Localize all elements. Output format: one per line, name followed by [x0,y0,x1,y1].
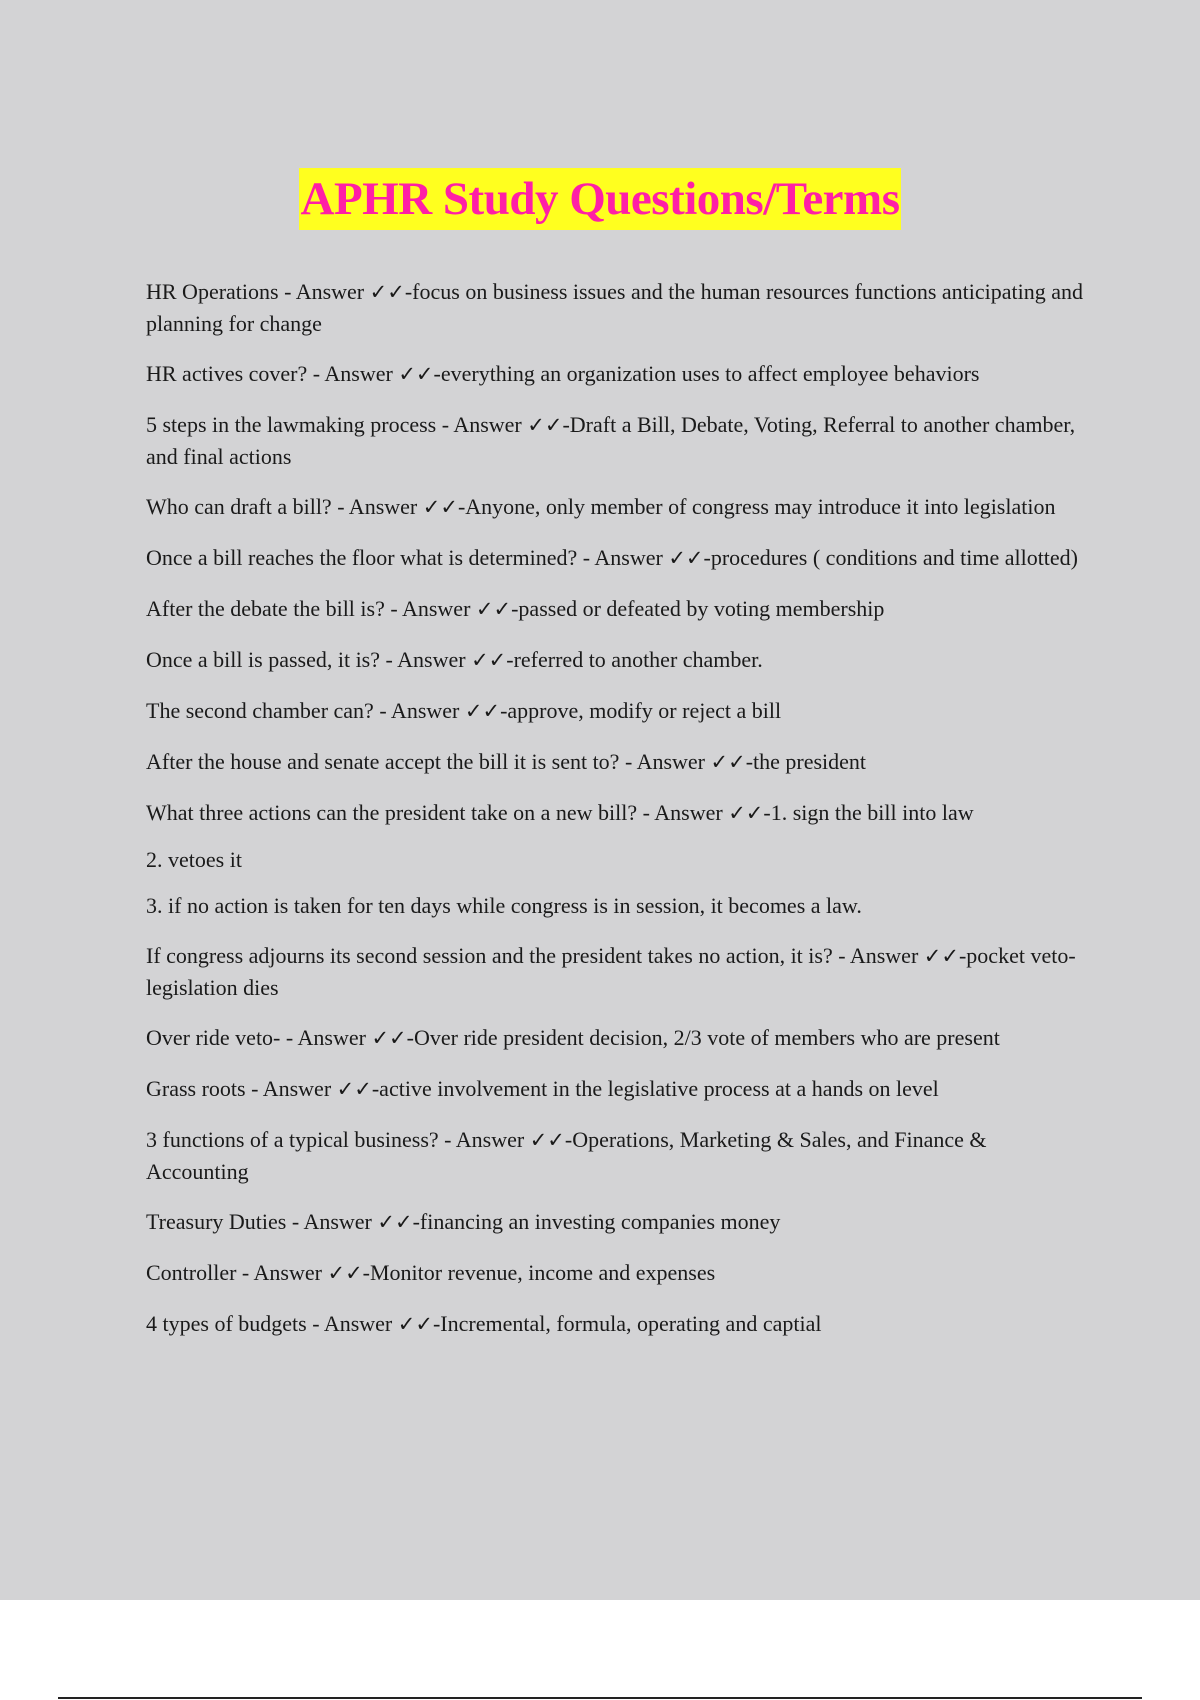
qa-item [146,695,1091,727]
answer-text: -passed or defeated by voting membership [511,596,885,621]
double-check-icon: ✓✓ [398,362,434,386]
question-text: Grass roots - Answer [146,1076,337,1101]
qa-item [146,1073,1091,1105]
answer-text: -procedures ( conditions and time allotted) [703,545,1079,570]
question-text: HR Operations - Answer [146,279,370,304]
qa-list [146,276,1091,1359]
question-text: After the house and senate accept the bill it is sent to? - Answer [146,749,711,774]
question-text: 3 functions of a typical business? - Answer [146,1127,530,1152]
double-check-icon: ✓✓ [369,280,405,304]
double-check-icon: ✓✓ [397,1312,433,1336]
question-text: What three actions can the president take on a new bill? - Answer [146,800,729,825]
answer-continuation-line: 3. if no action is taken for ten days while congress is in session, it becomes a law. [146,893,862,918]
question-text: After the debate the bill is? - Answer [146,596,476,621]
question-text: 5 steps in the lawmaking process - Answer [146,412,528,437]
double-check-icon: ✓✓ [336,1077,372,1101]
question-text: Once a bill reaches the floor what is determined? - Answer [146,545,669,570]
answer-continuation-line: 2. vetoes it [146,847,242,872]
qa-item [146,940,1091,1003]
double-check-icon: ✓✓ [327,1261,363,1285]
qa-item [146,797,1091,829]
qa-item [146,409,1091,472]
answer-text: -Anyone, only member of congress may introduce it into legislation [457,494,1056,519]
double-check-icon: ✓✓ [371,1026,407,1050]
question-text: The second chamber can? - Answer [146,698,465,723]
answer-text: -Operations, Marketing & Sales, and Finance & Accounting [146,1127,987,1184]
question-text: If congress adjourns its second session and the president takes no action, it is? - Answer [146,943,924,968]
answer-text: -Monitor revenue, income and expenses [362,1260,716,1285]
answer-text: -1. sign the bill into law [763,800,974,825]
question-text: Over ride veto- - Answer [146,1025,372,1050]
double-check-icon: ✓✓ [475,597,512,621]
answer-text: -Incremental, formula, operating and captial [432,1311,822,1336]
qa-item [146,1206,1091,1238]
qa-item [146,1257,1091,1289]
question-text: Who can draft a bill? - Answer [146,494,423,519]
answer-text: -approve, modify or reject a bill [500,698,782,723]
qa-item [146,593,1091,625]
double-check-icon: ✓✓ [471,648,507,672]
answer-text: -financing an investing companies money [412,1209,781,1234]
answer-text: -Draft a Bill, Debate, Voting, Referral to another chamber, and final actions [146,412,1076,469]
double-check-icon: ✓✓ [728,801,764,825]
answer-text: -the president [745,749,867,774]
page-title: APHR Study Questions/Terms [299,168,902,230]
answer-text: -active involvement in the legislative process at a hands on level [371,1076,939,1101]
answer-text: -referred to another chamber. [506,647,763,672]
double-check-icon: ✓✓ [529,1128,565,1152]
question-text: Once a bill is passed, it is? - Answer [146,647,472,672]
qa-item [146,1124,1091,1187]
qa-item [146,491,1091,523]
answer-text: -everything an organization uses to affect employee behaviors [433,361,980,386]
double-check-icon: ✓✓ [422,495,458,519]
qa-item [146,542,1091,574]
answer-text: -Over ride president decision, 2/3 vote of members who are present [406,1025,1000,1050]
double-check-icon: ✓✓ [710,750,746,774]
qa-item [146,358,1091,390]
qa-item [146,746,1091,778]
footer-divider [58,1697,1142,1699]
double-check-icon: ✓✓ [377,1210,413,1234]
double-check-icon: ✓✓ [668,546,704,570]
title-wrapper [0,168,1200,230]
question-text: Treasury Duties - Answer [146,1209,378,1234]
double-check-icon: ✓✓ [464,699,501,723]
qa-item [146,644,1091,676]
qa-item [146,1022,1091,1054]
answer-text: -pocket veto- legislation dies [146,943,1076,1000]
qa-item [146,276,1091,339]
double-check-icon: ✓✓ [527,413,563,437]
question-text: 4 types of budgets - Answer [146,1311,398,1336]
question-text: HR actives cover? - Answer [146,361,399,386]
qa-item [146,1308,1091,1340]
question-text: Controller - Answer [146,1260,328,1285]
answer-text: -focus on business issues and the human resources functions anticipating and planning for change [146,279,1084,336]
double-check-icon: ✓✓ [923,944,959,968]
